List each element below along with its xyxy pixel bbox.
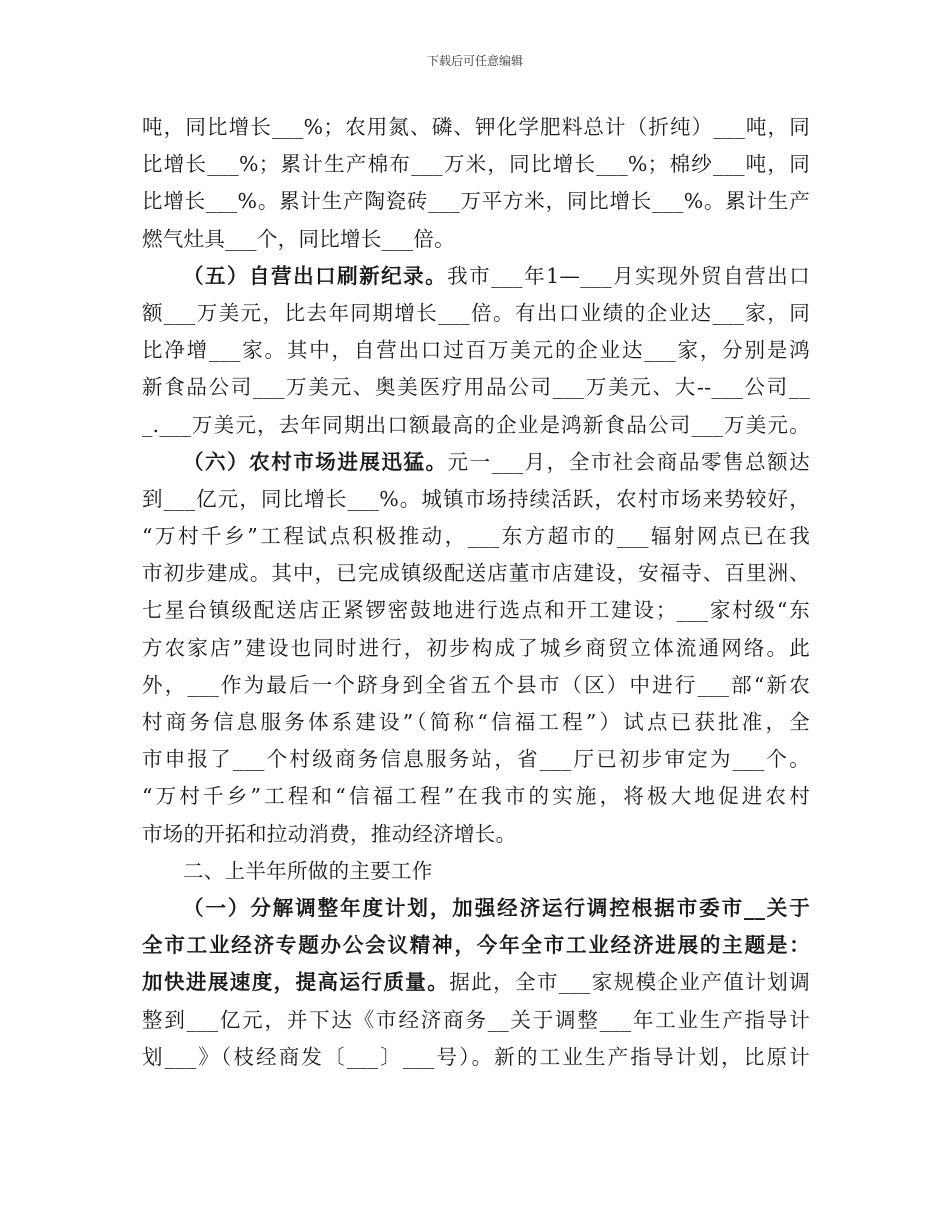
line-text: 吨，同比增长___%；农用氮、磷、钾化学肥料总计（折纯）___吨，同 [142, 115, 810, 139]
text-line [142, 927, 810, 964]
text-line [142, 332, 810, 369]
line-text: 二、上半年所做的主要工作 [183, 858, 433, 883]
bold-text: （五）自营出口刷新纪录。 [183, 263, 448, 288]
line-text: 整到___亿元，并下达《市经济商务__关于调整___年工业生产指导计 [142, 1007, 810, 1032]
line-text: 元一___月，全市社会商品零售总额达 [447, 449, 810, 474]
document-body [142, 109, 810, 1076]
text-line [142, 704, 810, 741]
line-text: “万村千乡”工程试点积极推动，___东方超市的___辐射网点已在我 [142, 524, 810, 549]
bold-text: 加快进展速度，提高运行质量。 [142, 970, 450, 995]
text-line [142, 183, 810, 220]
line-text: 据此，全市___家规模企业产值计划调 [449, 970, 810, 995]
text-line [142, 853, 810, 890]
line-text: 新食品公司___万美元、奥美医疗用品公司___万美元、大--___公司__ [142, 375, 810, 400]
text-line [142, 258, 810, 295]
line-text: 市场的开拓和拉动消费，推动经济增长。 [142, 821, 517, 846]
text-line [142, 964, 810, 1001]
text-line [142, 109, 810, 146]
text-line [142, 667, 810, 704]
text-line [142, 778, 810, 815]
line-text: 市申报了___个村级商务信息服务站，省___厅已初步审定为___个。 [142, 747, 810, 772]
line-text: 比净增___家。其中，自营出口过百万美元的企业达___家，分别是鸿 [142, 338, 810, 363]
text-line [142, 221, 810, 258]
line-text: 方农家店”建设也同时进行，初步构成了城乡商贸立体流通网络。此 [142, 635, 810, 660]
line-text: “万村千乡”工程和“信福工程”在我市的实施，将极大地促进农村 [142, 784, 810, 809]
text-line [142, 1002, 810, 1039]
text-line [142, 481, 810, 518]
line-text: 市初步建成。其中，已完成镇级配送店董市店建设，安福寺、百里洲、 [142, 561, 810, 586]
line-text: 额___万美元，比去年同期增长___倍。有出口业绩的企业达___家，同 [142, 300, 810, 325]
line-text: 我市___年1—___月实现外贸自营出口 [447, 263, 810, 288]
page-header: 下载后可任意编辑 [426, 54, 523, 68]
line-text: _.___万美元，去年同期出口额最高的企业是鸿新食品公司___万美元。 [142, 412, 810, 437]
line-text: 比增长___%。累计生产陶瓷砖___万平方米，同比增长___%。累计生产 [142, 189, 810, 214]
text-line [142, 518, 810, 555]
bold-text: （一）分解调整年度计划，加强经济运行调控根据市委市__关于 [183, 895, 810, 920]
line-text: 比增长___%；累计生产棉布___万米，同比增长___%；棉纱___吨，同 [142, 152, 810, 177]
text-line [142, 146, 810, 183]
text-line [142, 1039, 810, 1076]
line-text: 划___》（枝经商发〔___〕___号）。新的工业生产指导计划，比原计 [142, 1044, 810, 1069]
text-line [142, 741, 810, 778]
text-line [142, 295, 810, 332]
line-text: 外，___作为最后一个跻身到全省五个县市（区）中进行___部“新农 [142, 672, 810, 697]
text-line [142, 407, 810, 444]
line-text: 到___亿元，同比增长___%。城镇市场持续活跃，农村市场来势较好， [142, 486, 810, 511]
bold-text: 全市工业经济专题办公会议精神，今年全市工业经济进展的主题是： [142, 933, 810, 958]
text-line [142, 816, 810, 853]
text-line [142, 592, 810, 629]
text-line [142, 369, 810, 406]
line-text: 村商务信息服务体系建设”（简称“信福工程”）试点已获批准，全 [142, 710, 810, 734]
line-text: 燃气灶具___个，同比增长___倍。 [142, 226, 455, 251]
text-line [142, 444, 810, 481]
bold-text: （六）农村市场进展迅猛。 [183, 449, 448, 474]
text-line [142, 890, 810, 927]
text-line [142, 630, 810, 667]
text-line [142, 555, 810, 592]
line-text: 七星台镇级配送店正紧锣密鼓地进行选点和开工建设；___家村级“东 [142, 598, 810, 623]
